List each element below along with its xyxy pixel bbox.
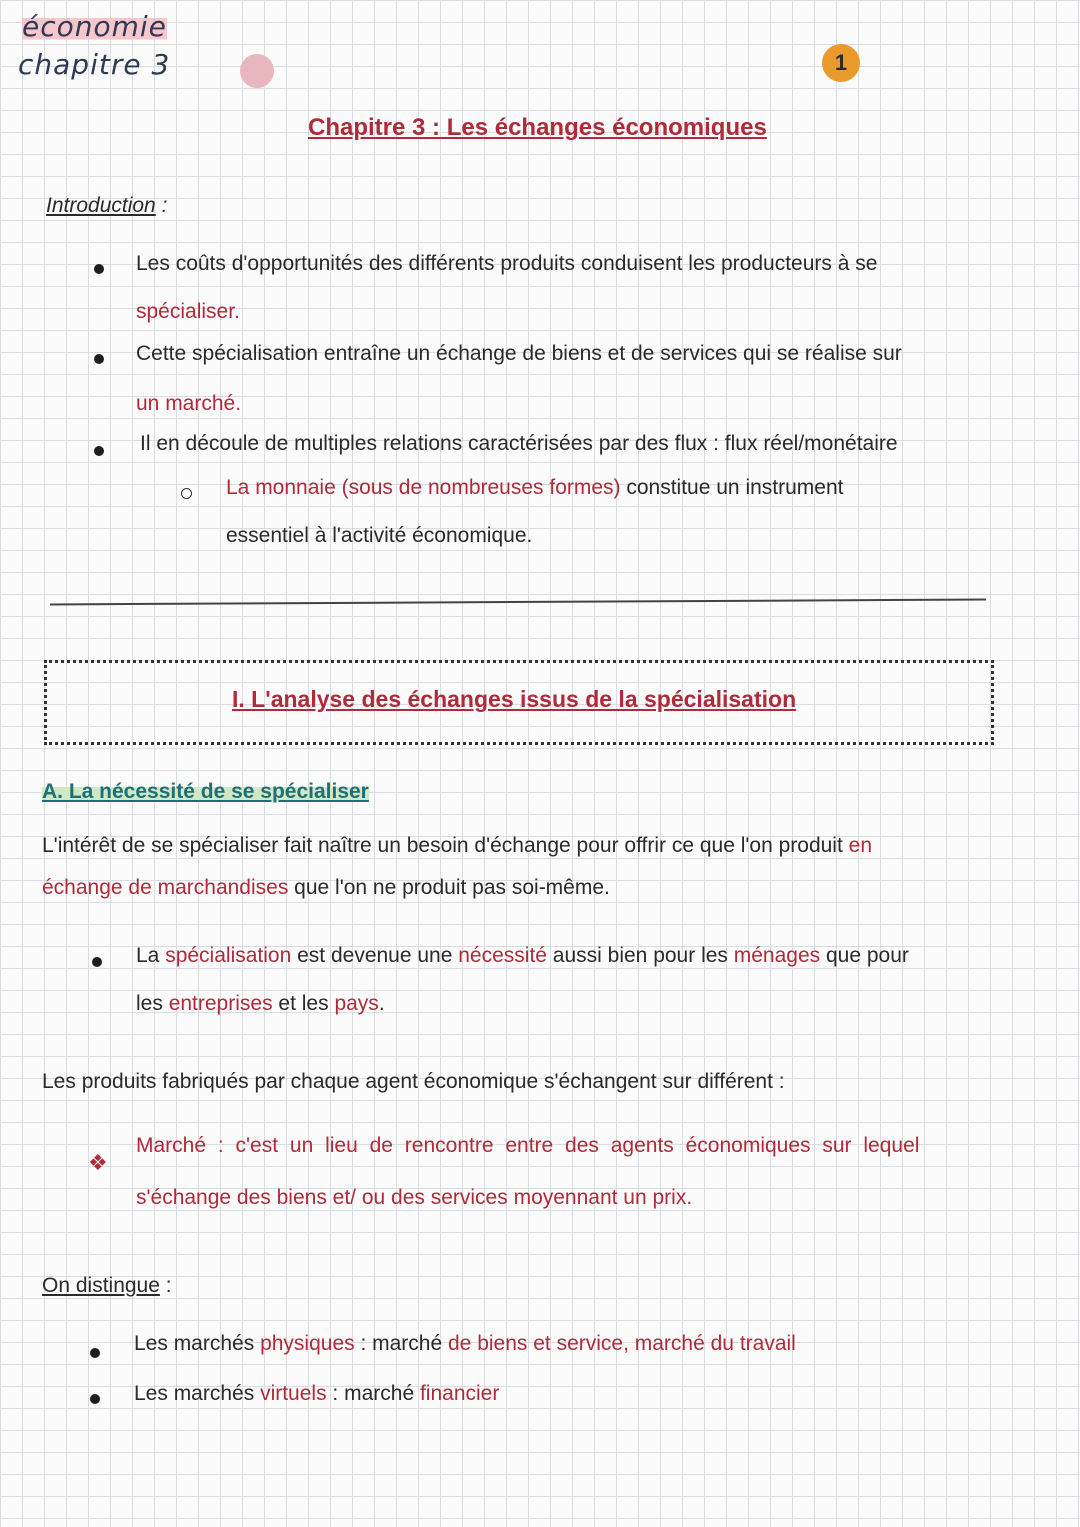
r: pays — [334, 992, 379, 1015]
t: : marché — [326, 1382, 420, 1405]
t: Les marchés — [134, 1332, 261, 1355]
r: entreprises — [168, 992, 273, 1015]
part-a-heading — [42, 780, 369, 804]
intro-bullet-1-cont: spécialiser. — [136, 300, 240, 323]
p1-rest: que l'on ne produit pas soi-même. — [288, 876, 610, 899]
t: . — [378, 992, 385, 1015]
t: est devenue une — [291, 944, 459, 967]
sub-rest-text: constitue un instrument — [620, 476, 844, 499]
page-number-badge — [822, 44, 860, 82]
distinguish-heading — [42, 1272, 172, 1300]
intro-bullet-2-cont: un marché. — [136, 392, 242, 415]
distinguish-text: On distingue — [42, 1274, 160, 1297]
subject-text: économie — [22, 10, 167, 43]
subject-label — [22, 10, 167, 44]
intro-sub-bullet — [226, 474, 843, 502]
intro-heading — [46, 192, 167, 220]
t: La — [136, 944, 166, 967]
part-a-paragraph-1 — [42, 832, 872, 860]
r: physiques — [260, 1332, 355, 1355]
specialisation-bullet — [136, 942, 909, 970]
t: que pour — [820, 944, 909, 967]
chapter-label — [18, 48, 170, 82]
p1-red-en: en — [842, 834, 873, 857]
bullet-icon — [90, 1348, 100, 1358]
bullet-icon — [92, 957, 102, 967]
part-a-paragraph-2: Les produits fabriqués par chaque agent économique s'échangent sur différent : — [42, 1070, 785, 1093]
market-physical — [134, 1330, 796, 1358]
t: aussi bien pour les — [546, 944, 734, 967]
p1-red-echange: échange de marchandises — [42, 876, 289, 899]
r: virtuels — [260, 1382, 327, 1405]
bullet-icon — [90, 1394, 100, 1404]
r: ménages — [733, 944, 821, 967]
bullet-icon — [94, 264, 104, 274]
divider-line — [50, 599, 986, 606]
monnaie-text: La monnaie (sous de nombreuses formes) — [226, 476, 621, 499]
specialisation-bullet-cont — [136, 990, 385, 1018]
pink-sticker-icon — [240, 54, 274, 88]
intro-bullet-2: Cette spécialisation entraîne un échange de biens et de services qui se réalise sur — [136, 342, 902, 365]
part-a-paragraph-1-cont — [42, 874, 610, 902]
bullet-icon — [94, 446, 104, 456]
t: Les marchés — [134, 1382, 261, 1405]
diamond-bullet-icon: ❖ — [88, 1150, 108, 1175]
page-number: 1 — [834, 50, 848, 75]
marche-definition: Marché : c'est un lieu de rencontre entre des agents économiques sur lequel — [136, 1134, 920, 1157]
t: et les — [272, 992, 335, 1015]
p1-text: L'intérêt de se spécialiser fait naître un besoin d'échange pour offrir ce que l'on produit — [42, 834, 843, 857]
circle-bullet-icon — [181, 488, 192, 499]
intro-bullet-3: Il en découle de multiples relations caractérisées par des flux : flux réel/monétaire — [140, 432, 898, 455]
intro-sub-bullet-cont: essentiel à l'activité économique. — [226, 524, 533, 547]
intro-heading-text: Introduction — [46, 194, 156, 217]
t: les — [136, 992, 169, 1015]
intro-bullet-1: Les coûts d'opportunités des différents produits conduisent les producteurs à se — [136, 252, 878, 275]
r: nécessité — [458, 944, 547, 967]
distinguish-suffix: : — [159, 1274, 172, 1297]
r: de biens et service, marché du travail — [448, 1332, 796, 1355]
section-1-title: I. L'analyse des échanges issus de la spécialisation — [232, 686, 797, 712]
t: : marché — [354, 1332, 448, 1355]
page-title: Chapitre 3 : Les échanges économiques — [308, 114, 767, 141]
marche-definition-cont: s'échange des biens et/ ou des services moyennant un prix. — [136, 1186, 693, 1209]
r: spécialisation — [165, 944, 292, 967]
chapter-text: chapitre 3 — [18, 48, 171, 81]
bullet-icon — [94, 354, 104, 364]
intro-heading-suffix: : — [155, 194, 168, 217]
market-virtual — [134, 1380, 499, 1408]
part-a-heading-text: A. La nécessité de se spécialiser — [42, 780, 369, 803]
r: financier — [419, 1382, 500, 1405]
